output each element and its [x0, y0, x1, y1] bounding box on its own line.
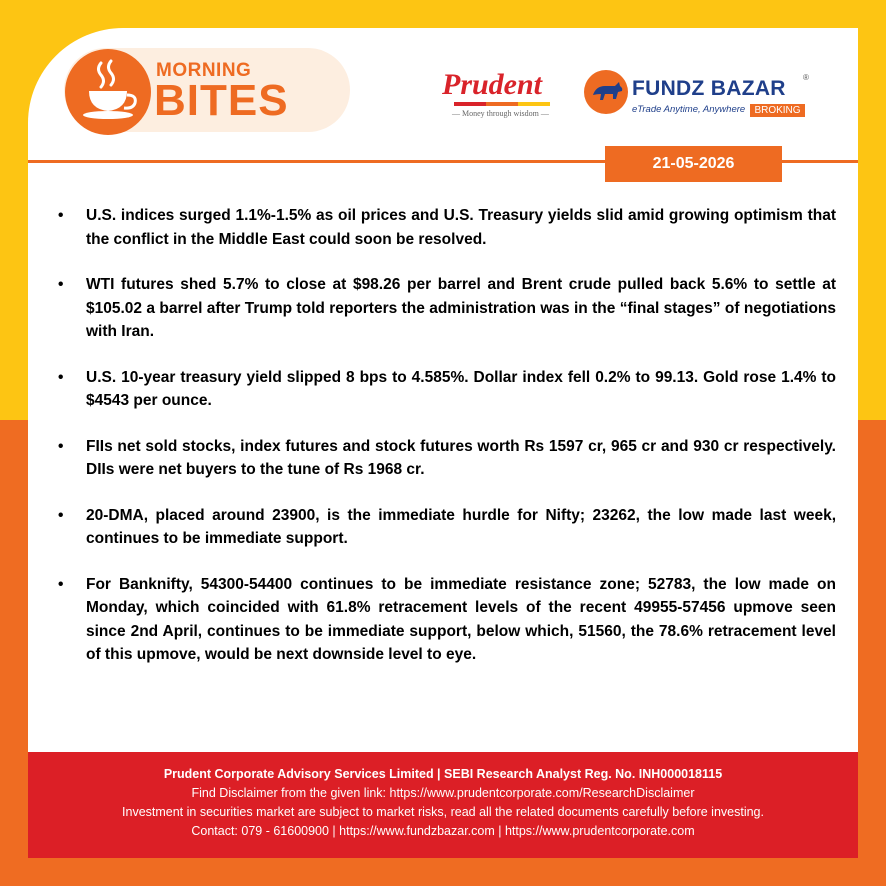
footer-disclaimer-link-line: Find Disclaimer from the given link: https://www.prudentcorporate.com/ResearchDisclaimer — [191, 786, 695, 800]
list-item — [56, 504, 836, 551]
bull-icon — [584, 70, 628, 114]
prudent-logo-text: Prudent — [442, 68, 543, 101]
newsletter-card — [28, 28, 858, 858]
news-bullet-list — [56, 204, 836, 689]
bullet-text: For Banknifty, 54300-54400 continues to be immediate resistance zone; 52783, the low made on Monday, which coincided with 61.8% retracement levels of the recent 49955-57456 upmove seen since 2nd April, continues to be immediate support, below which, 51560, the 78.6% retracement level of this upmove, would be next downside level to eye. — [86, 575, 836, 663]
bullet-icon: • — [58, 437, 64, 455]
fundzbazar-tagline: eTrade Anytime, Anywhere — [632, 104, 746, 115]
list-item — [56, 573, 836, 667]
fundzbazar-registered-mark: ® — [803, 73, 809, 82]
bullet-icon: • — [58, 506, 64, 524]
bullet-icon: • — [58, 276, 64, 293]
bullet-text: U.S. 10-year treasury yield slipped 8 bps to 4.585%. Dollar index fell 0.2% to 99.13. Gold rose 1.4% to $4543 per ounce. — [86, 368, 836, 409]
bullet-text: 20-DMA, placed around 23900, is the immediate hurdle for Nifty; 23262, the low made last week, continues to be immediate support. — [86, 506, 836, 547]
coffee-cup-icon — [65, 49, 151, 135]
list-item — [56, 204, 836, 251]
bullet-icon: • — [58, 207, 64, 224]
footer-disclaimer — [28, 752, 858, 858]
fundzbazar-broking-badge: BROKING — [750, 104, 805, 117]
bullet-icon: • — [58, 575, 64, 593]
date-badge: 21-05-2026 — [605, 146, 782, 182]
bullet-text: U.S. indices surged 1.1%-1.5% as oil prices and U.S. Treasury yields slid amid growing optimism that the conflict in the Middle East could soon be resolved. — [86, 207, 836, 248]
list-item — [56, 435, 836, 482]
bullet-text: WTI futures shed 5.7% to close at $98.26 per barrel and Brent crude pulled back 5.6% to settle at $105.02 a barrel after Trump told reporters the administration was in the “final stages” of negotiations with Iran. — [86, 276, 836, 340]
prudent-logo-bars — [454, 102, 550, 106]
footer-contact-line: Contact: 079 - 61600900 | https://www.fundzbazar.com | https://www.prudentcorporate.com — [191, 824, 695, 838]
bullet-icon: • — [58, 368, 64, 386]
brand-line-morning: MORNING — [156, 60, 252, 81]
brand-line-bites: BITES — [154, 76, 289, 125]
prudent-tagline: — Money through wisdom — — [452, 109, 549, 118]
bullet-text: FIIs net sold stocks, index futures and stock futures worth Rs 1597 cr, 965 cr and 930 cr respectively. DIIs were net buyers to the tune of Rs 1968 cr. — [86, 437, 836, 478]
footer-company-line: Prudent Corporate Advisory Services Limited | SEBI Research Analyst Reg. No. INH000018115 — [163, 767, 723, 781]
footer-risk-line: Investment in securities market are subject to market risks, read all the related documents carefully before investing. — [122, 805, 764, 819]
list-item — [56, 273, 836, 344]
fundzbazar-logo-text: FUNDZ BAZAR — [632, 77, 786, 100]
list-item — [56, 366, 836, 413]
